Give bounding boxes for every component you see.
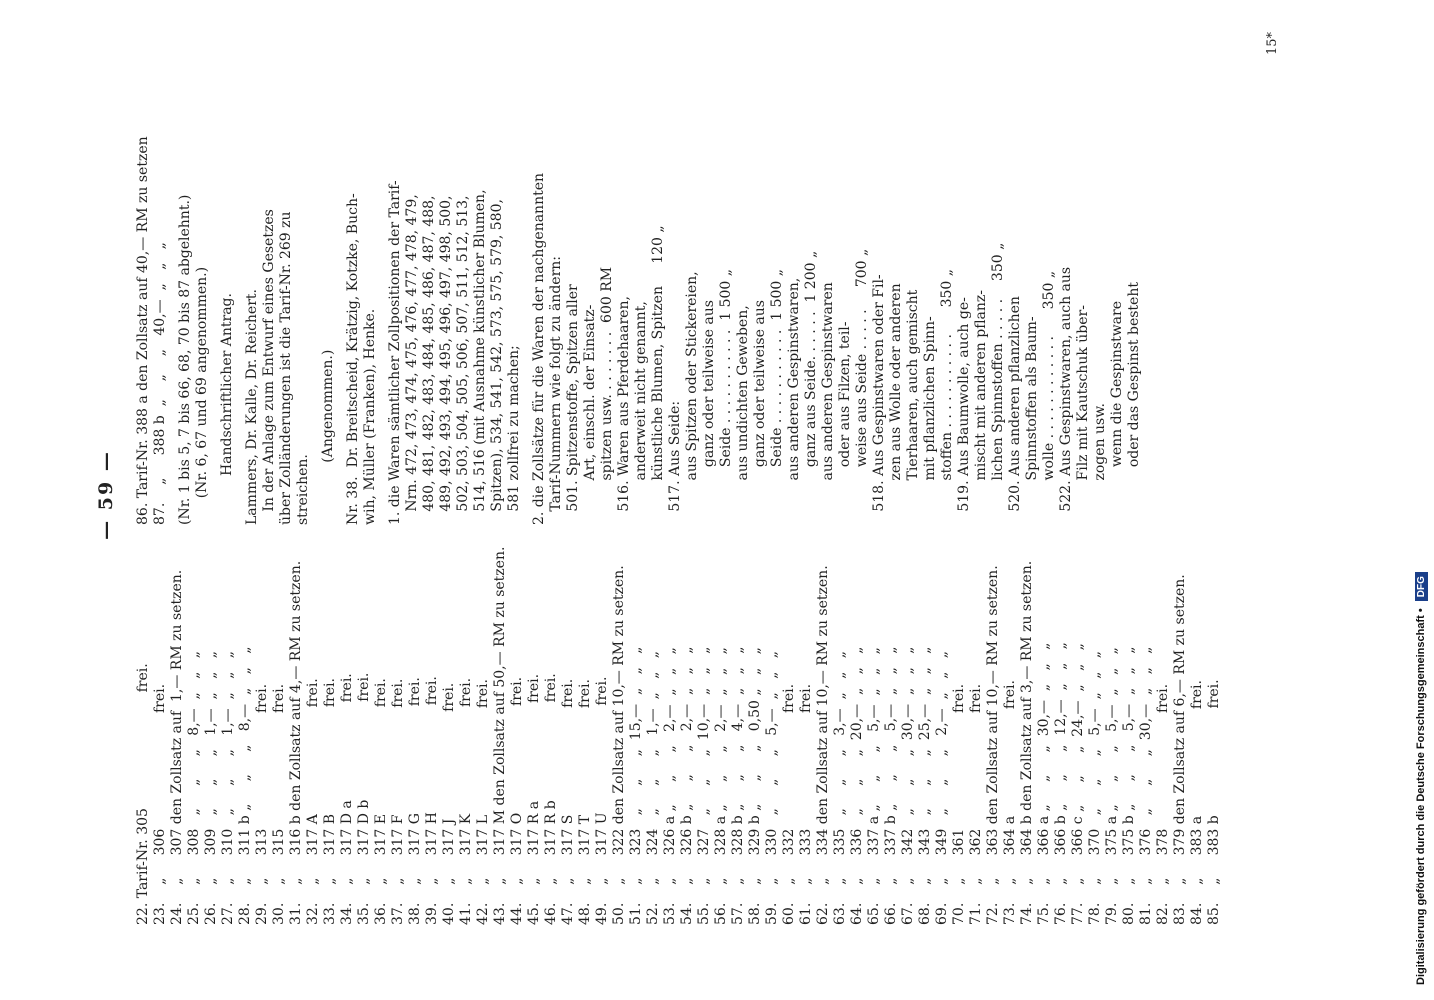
- left-column-line: 73. „ 364 a frei.: [1002, 680, 1018, 925]
- left-column-line: 62. „ 334 den Zollsatz auf 10,— RM zu setzen.: [815, 565, 831, 925]
- left-column-line: 66. „ 337 b „ „ „ 5,— „ „ „: [883, 646, 899, 925]
- right-column-line: 489, 492, 493, 494, 495, 496, 497, 498, 500,: [438, 195, 454, 525]
- left-column-line: 39. „ 317 H frei.: [424, 676, 440, 925]
- left-column-line: 29. „ 313 frei.: [254, 683, 270, 925]
- right-column-line: Nrn. 472, 473, 474, 475, 476, 477, 478, 479,: [404, 194, 420, 525]
- left-column-line: 55. „ 327 „ „ „ 10,— „ „ „: [696, 646, 712, 925]
- right-column-line: anderweit nicht genannt,: [633, 301, 649, 525]
- left-column-line: 48. „ 317 T frei.: [577, 679, 593, 925]
- right-column-line: 87. „ 388 b „ „ „ 40,— „ „ „: [152, 242, 168, 525]
- left-column-line: 34. „ 317 D a frei.: [339, 673, 355, 925]
- left-column-line: 22. Tarif-Nr. 305 frei.: [135, 663, 151, 925]
- right-column-line: Nr. 38. Dr. Breitscheid, Krätzig, Kotzke, Buch-: [345, 193, 361, 525]
- right-column-line: aus anderen Gespinstwaren,: [786, 277, 802, 525]
- right-column-line: spitzen usw. . . . . . . . 600 RM: [599, 266, 615, 525]
- right-column-line: über Zolländerungen ist die Tarif-Nr. 269 zu: [278, 211, 294, 525]
- left-column-line: 71. „ 362 frei.: [968, 683, 984, 925]
- left-column-line: 27. „ 310 „ „ „ 1,— „ „ „: [220, 651, 236, 925]
- left-column-line: 47. „ 317 S frei.: [560, 678, 576, 925]
- left-column: [135, 545, 1223, 925]
- left-column-line: 80. „ 375 b „ „ „ 5,— „ „ „: [1121, 646, 1137, 925]
- left-column-line: 37. „ 317 F frei.: [390, 678, 406, 925]
- right-column-line: zogen usw.: [1092, 403, 1108, 525]
- left-column-line: 76. „ 366 b „ „ „ 12,— „ „ „: [1053, 642, 1069, 925]
- right-column-line: weise aus Seide . . . . . 700 „: [854, 248, 870, 525]
- left-column-line: 83. „ 379 den Zollsatz auf 6,— RM zu setzen.: [1172, 574, 1188, 925]
- right-column-line: Handschriftlicher Antrag.: [219, 293, 235, 525]
- right-column-line: 501. Spitzenstoffe, Spitzen aller: [565, 284, 581, 525]
- right-column-line: Seide . . . . . . . . . . . 1 500 „: [718, 268, 734, 525]
- right-column-line: (Nr. 1 bis 5, 7 bis 66, 68, 70 bis 87 abgelehnt.): [177, 194, 193, 525]
- left-column-line: 63. „ 335 „ „ „ 3,— „ „ „: [832, 651, 848, 925]
- right-column-line: 581 zollfrei zu machen;: [506, 345, 522, 525]
- right-column-line: 522. Aus Gespinstwaren, auch aus: [1058, 266, 1074, 525]
- left-column-line: 85. „ 383 b frei.: [1206, 679, 1222, 925]
- left-column-line: 70. „ 361 frei.: [951, 683, 967, 925]
- left-column-line: 41. „ 317 K frei.: [458, 677, 474, 925]
- left-column-line: 44. „ 317 O frei.: [509, 676, 525, 925]
- left-column-line: 65. „ 337 a „ „ „ 5,— „ „ „: [866, 647, 882, 925]
- left-column-line: 53. „ 326 a „ „ „ 2,— „ „ „: [662, 647, 678, 925]
- right-column-line: mischt mit anderen pflanz-: [973, 289, 989, 525]
- right-column-line: Spinnstoffen als Baum-: [1024, 316, 1040, 525]
- left-column-line: 33. „ 317 B frei.: [322, 678, 338, 925]
- left-column-line: 56. „ 328 a „ „ „ 2,— „ „ „: [713, 647, 729, 925]
- right-column-line: 86. Tarif-Nr. 388 a den Zollsatz auf 40,— RM zu setzen: [135, 136, 151, 525]
- right-column-line: oder das Gespinst besteht: [1126, 282, 1142, 525]
- left-column-line: 31. „ 316 b den Zollsatz auf 4,— RM zu setzen.: [288, 560, 304, 925]
- right-column-line: Tarif-Nummern wie folgt zu ändern:: [548, 256, 564, 525]
- left-column-line: 81. „ 376 „ „ „ 30,— „ „ „: [1138, 646, 1154, 925]
- right-column-line: streichen.: [295, 454, 311, 525]
- right-column-line: [236, 65, 244, 525]
- right-column-line: (Nr. 6, 67 und 69 angenommen.): [194, 266, 210, 525]
- right-column-line: In der Anlage zum Entwurf eines Gesetzes: [261, 209, 277, 525]
- left-column-line: 57. „ 328 b „ „ „ 4,— „ „ „: [730, 646, 746, 925]
- right-column-line: stoffen . . . . . . . . . . . 350 „: [939, 268, 955, 525]
- digitization-credit: [1415, 5, 1428, 985]
- left-column-line: 84. „ 383 a frei.: [1189, 680, 1205, 925]
- right-column-line: 517. Aus Seide:: [667, 400, 683, 525]
- right-column-line: (Angenommen.): [320, 349, 336, 525]
- right-column-line: ganz oder teilweise aus: [752, 300, 768, 525]
- left-column-line: 36. „ 317 E frei.: [373, 678, 389, 925]
- left-column-line: 82. „ 378 frei.: [1155, 683, 1171, 925]
- left-column-line: 67. „ 342 „ „ „ 30,— „ „ „: [900, 646, 916, 925]
- left-column-line: 46. „ 317 R b frei.: [543, 673, 559, 925]
- left-column-line: 59. „ 330 „ „ „ 5,— „ „ „: [764, 651, 780, 925]
- document-page: [95, 31, 1285, 925]
- right-column-line: [312, 65, 320, 525]
- right-column-line: wolle . . . . . . . . . . . . 350 „: [1041, 270, 1057, 525]
- right-column-line: Tierhaaren, auch gemischt: [905, 289, 921, 525]
- right-column-line: 1. die Waren sämtlicher Zollpositionen der Tarif-: [387, 180, 403, 525]
- right-column-line: wih, Müller (Franken), Henke.: [362, 308, 378, 525]
- right-column-line: ganz oder teilweise aus: [701, 300, 717, 525]
- right-column-line: 2. die Zollsätze für die Waren der nachgenannten: [531, 172, 547, 525]
- left-column-line: 49. „ 317 U frei.: [594, 676, 610, 925]
- right-column-line: wenn die Gespinstware: [1109, 300, 1125, 525]
- right-column-line: mit pflanzlichen Spinn-: [922, 316, 938, 525]
- left-column-line: 78. „ 370 „ „ „ 5,— „ „ „: [1087, 651, 1103, 925]
- right-column-line: [211, 65, 219, 525]
- left-column-line: 72. „ 363 den Zollsatz auf 10,— RM zu setzen.: [985, 565, 1001, 925]
- right-column-line: 520. Aus anderen pflanzlichen: [1007, 296, 1023, 525]
- left-column-line: 75. „ 366 a „ „ „ 30,— „ „ „: [1036, 642, 1052, 925]
- right-column-line: [169, 65, 177, 525]
- left-column-line: 25. „ 308 „ „ „ 8,— „ „ „: [186, 651, 202, 925]
- right-column-line: oder aus Filzen, teil-: [837, 321, 853, 525]
- left-column-line: 79. „ 375 a „ „ „ 5,— „ „ „: [1104, 647, 1120, 925]
- left-column-line: 28. „ 311 b „ „ „ 8,— „ „ „: [237, 646, 253, 925]
- right-column-line: aus undichten Geweben,: [735, 305, 751, 525]
- right-column-line: ganz aus Seide. . . . . . 1 200 „: [803, 250, 819, 525]
- right-column-line: Lammers, Dr. Kalle, Dr. Reichert.: [244, 289, 260, 525]
- right-column-line: 480, 481, 482, 483, 484, 485, 486, 487, 488,: [421, 195, 437, 525]
- right-column-line: künstliche Blumen, Spitzen 120 „: [650, 225, 666, 525]
- left-column-line: 77. „ 366 c „ „ „ 24,— „ „ „: [1070, 643, 1086, 925]
- right-column-line: 519. Aus Baumwolle, auch ge-: [956, 297, 972, 525]
- page-footer-number: 15*: [1265, 31, 1280, 55]
- left-column-line: 30. „ 315 frei.: [271, 683, 287, 925]
- left-column-line: 64. „ 336 „ „ „ 20,— „ „ „: [849, 646, 865, 925]
- left-column-line: 42. „ 317 L frei.: [475, 679, 491, 925]
- right-column-line: 514, 516 (mit Ausnahme künstlicher Blumen,: [472, 189, 488, 525]
- page-header: — 59 —: [95, 450, 117, 540]
- left-column-line: 35. „ 317 D b frei.: [356, 672, 372, 925]
- credit-text: Digitalisierung gefördert durch die Deutsche Forschungsgemeinschaft •: [1415, 608, 1427, 985]
- right-column-line: 502, 503, 504, 505, 506, 507, 511, 512, 513,: [455, 195, 471, 525]
- left-column-line: 24. „ 307 den Zollsatz auf 1,— RM zu setzen.: [169, 569, 185, 925]
- right-column-line: Art, einschl. der Einsatz-: [582, 304, 598, 525]
- left-column-line: 61. „ 333 frei.: [798, 683, 814, 925]
- right-column-line: Seide . . . . . . . . . . . 1 500 „: [769, 268, 785, 525]
- left-column-line: 74. „ 364 b den Zollsatz auf 3,— RM zu setzen.: [1019, 560, 1035, 925]
- left-column-line: 43. „ 317 M den Zollsatz auf 50,— RM zu setzen.: [492, 546, 508, 925]
- left-column-line: 58. „ 329 b „ „ „ 0,50 „ „ „: [747, 647, 763, 925]
- right-column-line: lichen Spinnstoffen . . . . . 350 „: [990, 242, 1006, 525]
- left-column-line: 40. „ 317 J frei.: [441, 682, 457, 925]
- left-column-line: 50. „ 322 den Zollsatz auf 10,— RM zu setzen.: [611, 565, 627, 925]
- right-column-line: zen aus Wolle oder anderen: [888, 283, 904, 525]
- right-column-line: Filz mit Kautschuk über-: [1075, 305, 1091, 525]
- left-column-line: 26. „ 309 „ „ „ 1,— „ „ „: [203, 651, 219, 925]
- left-column-line: 23. „ 306 frei.: [152, 683, 168, 925]
- left-column-line: 32. „ 317 A frei.: [305, 678, 321, 925]
- right-column-line: 516. Waren aus Pferdehaaren,: [616, 296, 632, 525]
- dfg-logo: DFG: [1415, 572, 1428, 601]
- left-column-line: 69. „ 349 „ „ „ 2,— „ „ „: [934, 651, 950, 925]
- right-column-line: aus Spitzen oder Stickereien,: [684, 271, 700, 525]
- right-column-line: [379, 65, 387, 525]
- left-column-line: 45. „ 317 R a frei.: [526, 673, 542, 925]
- right-column-line: aus anderen Gespinstwaren: [820, 282, 836, 525]
- left-column-line: 60. „ 332 frei.: [781, 683, 797, 925]
- left-column-line: 68. „ 343 „ „ „ 25,— „ „ „: [917, 646, 933, 925]
- left-column-line: 54. „ 326 b „ „ „ 2,— „ „ „: [679, 646, 695, 925]
- right-column-line: [523, 65, 531, 525]
- left-column-line: 38. „ 317 G frei.: [407, 677, 423, 925]
- right-column-line: 518. Aus Gespinstwaren oder Fil-: [871, 274, 887, 525]
- right-column-line: Spitzen), 534, 541, 542, 573, 575, 579, 580,: [489, 199, 505, 525]
- left-column-line: 52. „ 324 „ „ „ 1,— „ „ „: [645, 651, 661, 925]
- right-column-line: [337, 65, 345, 525]
- right-column: [135, 65, 1143, 525]
- left-column-line: 51. „ 323 „ „ „ 15,— „ „ „: [628, 646, 644, 925]
